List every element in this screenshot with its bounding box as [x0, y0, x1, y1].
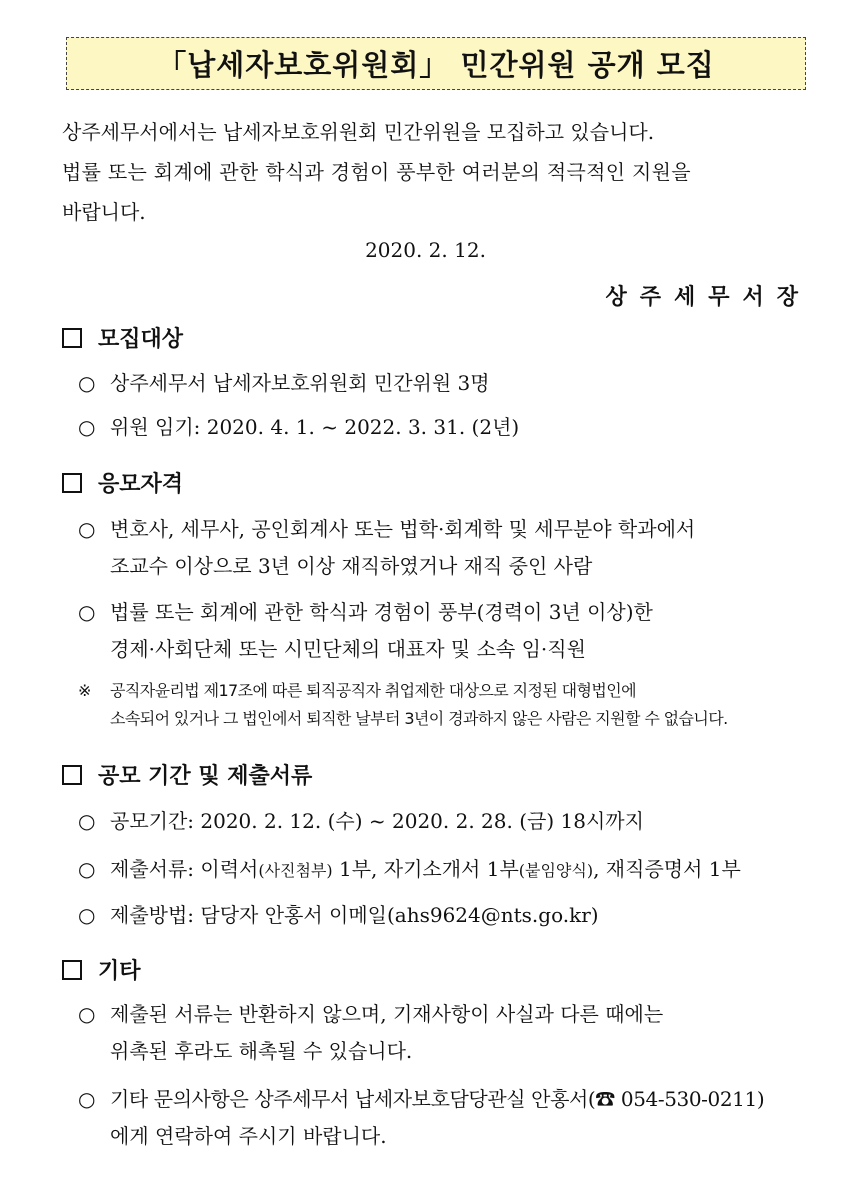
checkbox-square-icon [62, 960, 82, 980]
list-item [78, 511, 818, 585]
list-item [78, 1081, 818, 1155]
checkbox-square-icon [62, 765, 82, 785]
item-text: 위원 임기: 2020. 4. 1. ~ 2022. 3. 31. (2년) [110, 415, 520, 439]
item-text: 변호사, 세무사, 공인회계사 또는 법학·회계학 및 세무분야 학과에서 [110, 517, 696, 541]
circle-bullet-icon: ○ [78, 415, 96, 439]
circle-bullet-icon: ○ [78, 1087, 96, 1111]
circle-bullet-icon: ○ [78, 517, 96, 541]
item-text-small: (사진첨부) [258, 861, 333, 880]
circle-bullet-icon: ○ [78, 903, 96, 927]
section-heading-label: 응모자격 [98, 471, 184, 497]
checkbox-square-icon [62, 473, 82, 493]
title-box [66, 37, 806, 90]
intro-line: 상주세무서에서는 납세자보호위원회 민간위원을 모집하고 있습니다. [62, 120, 655, 144]
office-signature: 상주세무서장 [605, 284, 811, 310]
circle-bullet-icon: ○ [78, 600, 96, 624]
page-title: 「납세자보호위원회」 민간위원 공개 모집 [157, 48, 715, 82]
item-text: 경제·사회단체 또는 시민단체의 대표자 및 소속 임·직원 [110, 637, 586, 661]
section-heading-eligibility [62, 467, 183, 498]
reference-mark-icon: ※ [78, 681, 92, 700]
circle-bullet-icon: ○ [78, 809, 96, 833]
circle-bullet-icon: ○ [78, 371, 96, 395]
item-text: 법률 또는 회계에 관한 학식과 경험이 풍부(경력이 3년 이상)한 [110, 600, 653, 624]
item-text: 기타 문의사항은 상주세무서 납세자보호담당관실 안홍서(☎ 054-530-0211) [110, 1087, 765, 1111]
section-heading-label: 기타 [98, 958, 141, 984]
section-heading-other [62, 954, 141, 985]
item-text: 공모기간: 2020. 2. 12. (수) ~ 2020. 2. 28. (금) 18시까지 [110, 809, 644, 833]
intro-paragraph [62, 112, 814, 232]
list-item [78, 365, 818, 402]
item-text: 조교수 이상으로 3년 이상 재직하였거나 재직 중인 사람 [110, 554, 593, 578]
list-item [78, 851, 818, 889]
list-item [78, 803, 818, 840]
item-text: 제출방법: 담당자 안홍서 이메일(ahs9624@nts.go.kr) [110, 903, 599, 927]
section-heading-label: 모집대상 [98, 326, 184, 352]
list-item [78, 409, 818, 446]
list-item [78, 996, 818, 1070]
circle-bullet-icon: ○ [78, 857, 96, 881]
note-text: 소속되어 있거나 그 법인에서 퇴직한 날부터 3년이 경과하지 않은 사람은 지원할 수 없습니다. [110, 709, 728, 728]
item-text: 제출서류: 이력서 [110, 857, 259, 881]
note-text: 공직자윤리법 제17조에 따른 퇴직공직자 취업제한 대상으로 지정된 대형법인에 [110, 681, 636, 700]
section-heading-recruit-target [62, 322, 183, 353]
item-text-small: (붙임양식) [518, 861, 594, 880]
item-text: 에게 연락하여 주시기 바랍니다. [110, 1124, 387, 1148]
checkbox-square-icon [62, 328, 82, 348]
section-heading-label: 공모 기간 및 제출서류 [98, 763, 313, 789]
note-item [78, 677, 818, 733]
item-text: 상주세무서 납세자보호위원회 민간위원 3명 [110, 371, 490, 395]
item-text: , 재직증명서 1부 [593, 857, 741, 881]
item-text: 제출된 서류는 반환하지 않으며, 기재사항이 사실과 다른 때에는 [110, 1002, 664, 1026]
section-heading-period-documents [62, 759, 312, 790]
list-item [78, 897, 818, 934]
item-text: 위촉된 후라도 해촉될 수 있습니다. [110, 1039, 413, 1063]
announcement-date: 2020. 2. 12. [365, 238, 486, 262]
list-item [78, 594, 818, 668]
intro-line: 법률 또는 회계에 관한 학식과 경험이 풍부한 여러분의 적극적인 지원을 [62, 160, 691, 184]
item-text: 1부, 자기소개서 1부 [332, 857, 519, 881]
circle-bullet-icon: ○ [78, 1002, 96, 1026]
intro-line: 바랍니다. [62, 200, 146, 224]
